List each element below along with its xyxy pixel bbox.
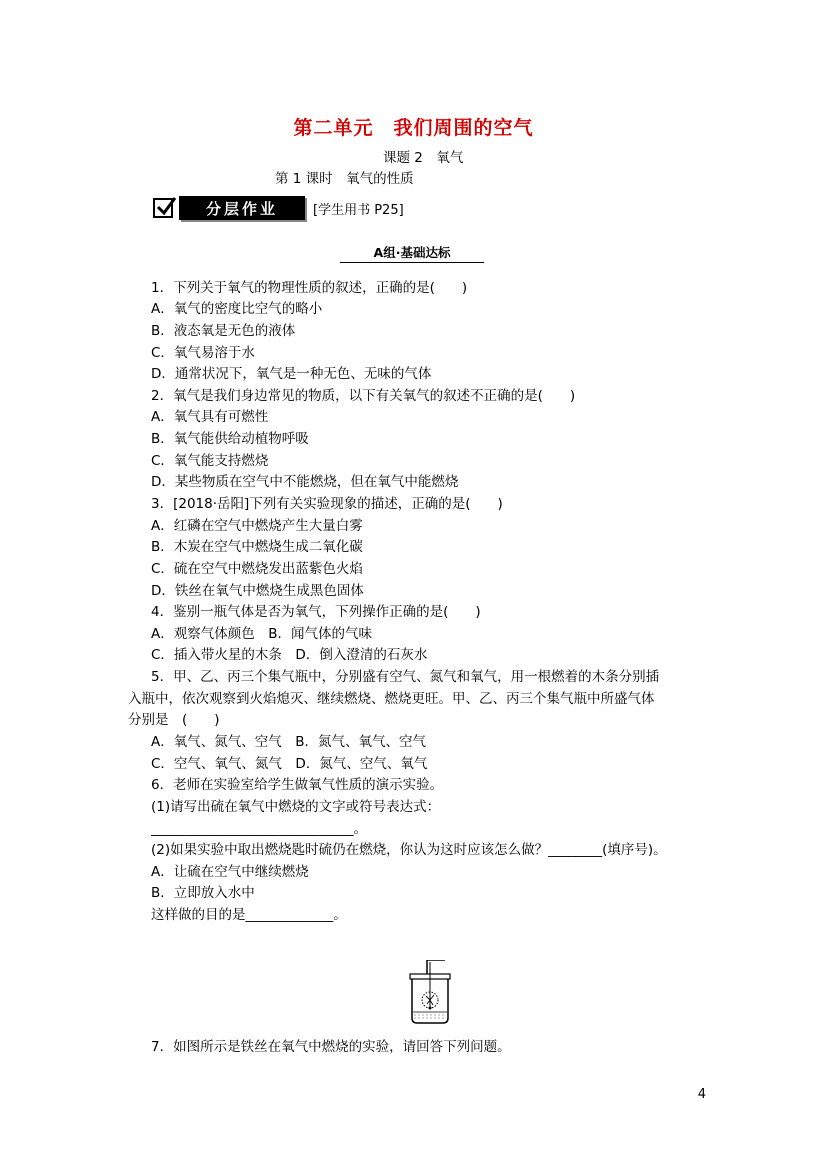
- checkbox-icon: [153, 198, 173, 218]
- banner-label: 分层作业: [179, 196, 305, 220]
- option-3a: A．红磷在空气中燃烧产生大量白雾: [151, 518, 363, 534]
- option-4cd: C．插入带火星的木条 D．倒入澄清的石灰水: [151, 647, 428, 663]
- option-5ab: A．氧气、氮气、空气 B．氮气、氧气、空气: [151, 734, 426, 750]
- option-6a: A．让硫在空气中继续燃烧: [151, 864, 309, 880]
- book-reference: [学生用书 P25]: [313, 202, 404, 218]
- option-2b: B．氧气能供给动植物呼吸: [151, 431, 309, 447]
- question-4: 4．鉴别一瓶气体是否为氧气，下列操作正确的是( ): [151, 604, 481, 620]
- option-1d: D．通常状况下，氧气是一种无色、无味的气体: [151, 366, 432, 382]
- question-6-part1: (1)请写出硫在氧气中燃烧的文字或符号表达式：: [151, 799, 441, 815]
- option-4ab: A．观察气体颜色 B．闻气体的气味: [151, 626, 372, 642]
- iron-wire-flask-figure: [405, 960, 455, 1030]
- question-2: 2．氧气是我们身边常见的物质，以下有关氧气的叙述不正确的是( ): [151, 388, 576, 404]
- option-3d: D．铁丝在氧气中燃烧生成黑色固体: [151, 583, 364, 599]
- option-2a: A．氧气具有可燃性: [151, 409, 269, 425]
- page-number: 4: [697, 1087, 706, 1102]
- group-tag-label: A组·基础达标: [373, 245, 451, 260]
- answer-blank-purpose: 这样做的目的是_____________。: [151, 907, 347, 923]
- option-1b: B．液态氧是无色的液体: [151, 323, 296, 339]
- period-title: 第 1 课时 氧气的性质: [275, 171, 414, 187]
- option-1a: A．氧气的密度比空气的略小: [151, 301, 323, 317]
- question-5-line2: 入瓶中，依次观察到火焰熄灭、继续燃烧、燃烧更旺。甲、乙、丙三个集气瓶中所盛气体: [128, 691, 655, 707]
- homework-banner: [153, 196, 404, 220]
- lesson-title: 课题 2 氧气: [383, 150, 464, 166]
- question-7: 7．如图所示是铁丝在氧气中燃烧的实验，请回答下列问题。: [151, 1039, 511, 1055]
- option-6b: B．立即放入水中: [151, 885, 255, 901]
- option-1c: C．氧气易溶于水: [151, 345, 255, 361]
- option-2d: D．某些物质在空气中不能燃烧，但在氧气中能燃烧: [151, 474, 459, 490]
- option-5cd: C．空气、氧气、氮气 D．氮气、空气、氧气: [151, 756, 428, 772]
- question-6-part2: (2)如果实验中取出燃烧匙时硫仍在燃烧，你认为这时应该怎么做？________(填序号)。: [151, 842, 667, 858]
- question-5-line1: 5．甲、乙、丙三个集气瓶中，分别盛有空气、氮气和氧气，用一根燃着的木条分别插: [151, 669, 660, 685]
- option-3b: B．木炭在空气中燃烧生成二氧化碳: [151, 539, 363, 555]
- group-tag: [340, 243, 484, 263]
- group-tag-underline: [340, 262, 484, 263]
- question-1: 1．下列关于氧气的物理性质的叙述，正确的是( ): [151, 280, 468, 296]
- question-3: 3．[2018·岳阳]下列有关实验现象的描述，正确的是( ): [151, 496, 503, 512]
- question-5-line3: 分别是 ( ): [128, 712, 220, 728]
- option-2c: C．氧气能支持燃烧: [151, 453, 269, 469]
- unit-title: 第二单元 我们周围的空气: [293, 117, 534, 139]
- answer-blank-1: ______________________________。: [151, 821, 367, 837]
- option-3c: C．硫在空气中燃烧发出蓝紫色火焰: [151, 561, 363, 577]
- question-6: 6．老师在实验室给学生做氧气性质的演示实验。: [151, 777, 444, 793]
